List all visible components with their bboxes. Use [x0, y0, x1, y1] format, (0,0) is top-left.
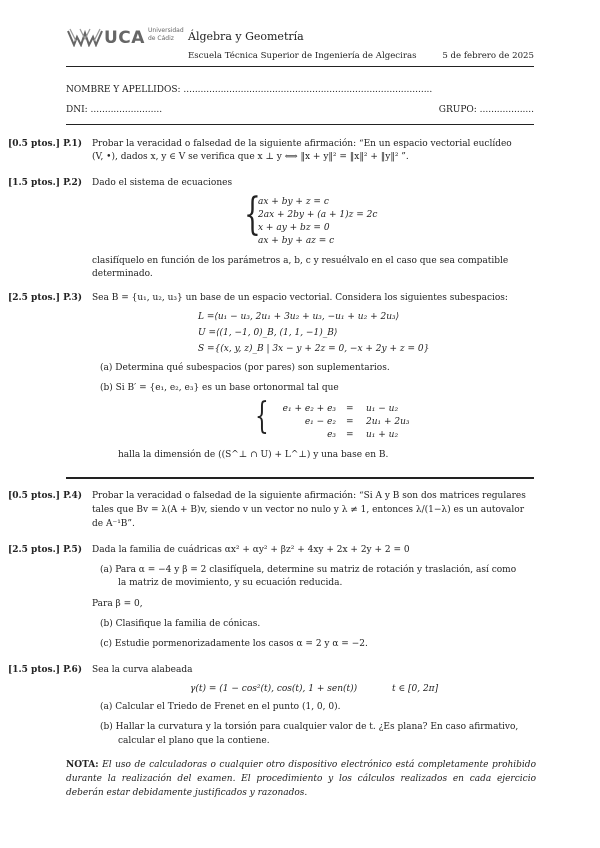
- logo-sub-2: de Cádiz: [148, 35, 174, 42]
- logo-text: UCA: [104, 28, 145, 48]
- p2-brace: {: [244, 189, 261, 240]
- section-rule: [66, 477, 534, 479]
- p3-sys-3-lhs: e₃: [327, 430, 336, 440]
- nota: [66, 758, 536, 800]
- p1-points: [0.5 ptos.] P.1): [8, 139, 83, 149]
- p6-b-2: calcular el plano que la contiene.: [118, 736, 270, 746]
- nota-line-1: El uso de calculadoras o cualquier otro dispositivo electrónico está completamente prohibido: [102, 760, 536, 770]
- p2-eq-2: 2ax + 2by + (a + 1)z = 2c: [258, 210, 378, 220]
- name-field[interactable]: NOMBRE Y APELLIDOS: .......................................................................................: [66, 85, 433, 95]
- p6-curve: γ(t) = (1 − cos²(t), cos(t), 1 + sen(t)): [190, 684, 358, 694]
- p2-eq-3: x + ay + bz = 0: [258, 223, 330, 233]
- school-name: Escuela Técnica Superior de Ingeniería de Algeciras: [188, 51, 417, 61]
- p2-points: [1.5 ptos.] P.2): [8, 178, 83, 188]
- p3-sys-1-rhs: u₁ − u₂: [366, 404, 399, 414]
- p3-L: L =⟨u₁ − u₃, 2u₁ + 3u₂ + u₃, −u₁ + u₂ + 2u₃⟩: [198, 312, 400, 322]
- p5-a-2: la matriz de movimiento, y su ecuación reducida.: [118, 578, 343, 588]
- p3-sys-3-rhs: u₁ + u₂: [366, 430, 399, 440]
- p4-points: [0.5 ptos.] P.4): [8, 491, 83, 501]
- p1-line1: Probar la veracidad o falsedad de la siguiente afirmación: “En un espacio vectorial euclídeo: [92, 139, 512, 149]
- nota-line-3: deberán estar debidamente justificados y razonados.: [66, 788, 308, 798]
- logo-sub-1: Universidad: [148, 27, 184, 34]
- p3-points: [2.5 ptos.] P.3): [8, 293, 83, 303]
- p3-a: (a) Determina qué subespacios (por pares) son suplementarios.: [100, 363, 390, 373]
- p4-line1: Probar la veracidad o falsedad de la siguiente afirmación: “Si A y B son dos matrices regulares: [92, 491, 526, 501]
- course-title: Álgebra y Geometría: [188, 30, 304, 43]
- p2-eq-1: ax + by + z = c: [258, 197, 329, 207]
- crest-icon: [66, 27, 104, 47]
- p5-c: (c) Estudie pormenorizadamente los casos α = 2 y α = −2.: [100, 639, 368, 649]
- p2-after-2: determinado.: [92, 269, 153, 279]
- p2-after-1: clasifíquelo en función de los parámetros a, b, c y resuélvalo en el caso que sea compatible: [92, 256, 509, 266]
- p6-range: t ∈ [0, 2π]: [392, 684, 439, 694]
- p5-points: [2.5 ptos.] P.5): [8, 545, 83, 555]
- p4-line2: tales que Bv = λ(A + B)v, siendo v un vector no nulo y λ ≠ 1, entonces λ/(1−λ) es un autovalor: [92, 505, 525, 515]
- p3-sys-1-eq: =: [346, 404, 354, 414]
- group-field[interactable]: GRUPO: ...................: [438, 105, 534, 115]
- p2-eq-4: ax + by + az = c: [258, 236, 335, 246]
- p4-line3: de A⁻¹B”.: [92, 519, 135, 529]
- p6-intro: Sea la curva alabeada: [92, 665, 193, 675]
- p3-sys-2-rhs: 2u₁ + 2u₃: [366, 417, 410, 427]
- p3-final: halla la dimensión de ((S^⊥ ∩ U) + L^⊥) y una base en B.: [118, 450, 389, 460]
- p5-a-1: (a) Para α = −4 y β = 2 clasifíquela, determine su matriz de rotación y traslación, así como: [100, 565, 517, 575]
- p3-sys-2-lhs: e₁ − e₂: [304, 417, 336, 427]
- header-rule: [66, 66, 534, 67]
- p3-S: S ={(x, y, z)_B | 3x − y + 2z = 0, −x + 2y + z = 0}: [198, 344, 430, 354]
- fields-rule: [66, 124, 534, 125]
- nota-label: NOTA:: [66, 760, 99, 770]
- dni-field[interactable]: DNI: .........................: [66, 105, 163, 115]
- p5-beta: Para β = 0,: [92, 599, 143, 609]
- p5-b: (b) Clasifique la familia de cónicas.: [100, 619, 261, 629]
- p6-a: (a) Calcular el Triedo de Frenet en el punto (1, 0, 0).: [100, 702, 341, 712]
- p3-sys-2-eq: =: [346, 417, 354, 427]
- p3-brace: {: [255, 396, 269, 437]
- p2-intro: Dado el sistema de ecuaciones: [92, 178, 233, 188]
- p3-sys-3-eq: =: [346, 430, 354, 440]
- p1-line2: (V, •), dados x, y ∈ V se verifica que x ⊥ y ⟺ ‖x + y‖² = ‖x‖² + ‖y‖² ”.: [92, 152, 409, 162]
- p3-intro: Sea B = {u₁, u₂, u₃} un base de un espacio vectorial. Considera los siguientes subespacios:: [92, 293, 508, 303]
- p6-points: [1.5 ptos.] P.6): [8, 665, 83, 675]
- p3-U: U =⟨(1, −1, 0)_B, (1, 1, −1)_B⟩: [198, 328, 338, 338]
- p5-intro: Dada la familia de cuádricas αx² + αy² + βz² + 4xy + 2x + 2y + 2 = 0: [92, 545, 410, 555]
- university-logo: [66, 26, 186, 48]
- exam-date: 5 de febrero de 2025: [442, 51, 534, 61]
- p3-sys-1-lhs: e₁ + e₂ + e₃: [282, 404, 336, 414]
- p6-b-1: (b) Hallar la curvatura y la torsión para cualquier valor de t. ¿Es plana? En caso afirmativo,: [100, 722, 519, 732]
- p3-b: (b) Si B′ = {e₁, e₂, e₃} es un base ortonormal tal que: [100, 383, 339, 393]
- nota-line-2: durante la realización del examen. El procedimiento y los cálculos realizados en cada ejercicio: [66, 774, 536, 784]
